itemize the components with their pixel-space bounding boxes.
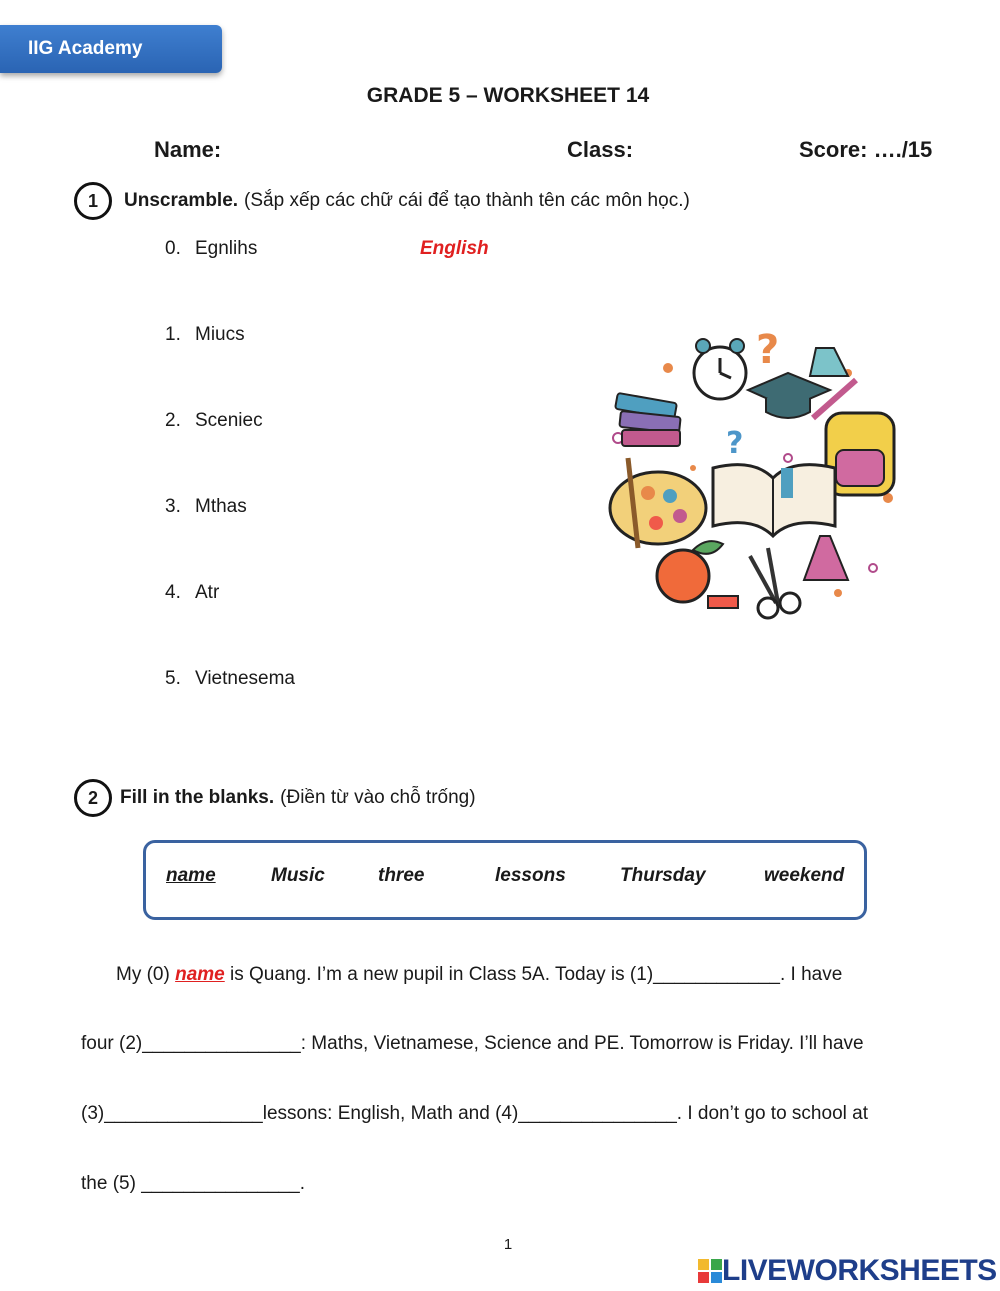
question-mark-icon: ? [756,327,780,373]
section-2-instruction: (Điền từ vào chỗ trống) [280,787,476,808]
score-label: Score: …./15 [799,137,933,162]
item-number: 2. [165,410,181,431]
worksheet-title: GRADE 5 – WORKSHEET 14 [366,84,650,107]
flask-icon [810,348,848,376]
item-number: 0. [165,238,181,259]
item-word: Miucs [195,324,245,345]
example-answer-word: name [175,964,225,985]
paint-palette-icon [610,458,706,548]
unscramble-item [165,582,219,604]
word-bank-word: name [166,865,216,886]
item-word: Egnlihs [195,238,258,259]
section-2-title: Fill in the blanks. [120,787,275,808]
section-1-heading [74,182,690,220]
question-mark-icon: ? [726,426,744,461]
item-number: 4. [165,582,181,603]
apple-icon [657,541,723,602]
liveworksheets-logo-text: LIVEWORKSHEETS [722,1254,997,1287]
open-book-icon [713,465,835,536]
word-bank-word: Thursday [620,865,706,886]
word-bank-word: three [378,865,425,886]
section-1-number: 1 [74,182,112,220]
class-label: Class: [567,137,634,162]
flask-icon [804,536,848,580]
passage-line: four (2)_______________: Maths, Vietnamese, Science and PE. Tomorrow is Friday. I’ll have [81,1033,864,1054]
passage-line [116,964,976,986]
passage-text: My (0) [116,964,176,985]
word-bank-box [143,840,867,920]
books-stack-icon [615,393,681,446]
brand-tab: IIG Academy [0,25,222,73]
word-bank-word: weekend [764,865,845,886]
page-number: 1 [503,1236,513,1253]
passage-text: is Quang. I’m a new pupil in Class 5A. Today is (1)____________. I have [224,964,843,985]
school-supplies-illustration [598,318,908,636]
liveworksheets-logo [698,1254,997,1288]
item-number: 3. [165,496,181,517]
item-number: 5. [165,668,181,689]
item-word: Mthas [195,496,247,517]
word-bank-word: Music [271,865,325,886]
unscramble-item [165,410,263,432]
scissors-icon [750,548,800,618]
name-label: Name: [154,137,222,162]
unscramble-item [165,496,247,518]
word-bank-word: lessons [495,865,566,886]
section-1-instruction: (Sắp xếp các chữ cái để tạo thành tên các môn học.) [244,190,690,211]
liveworksheets-logo-icon [698,1259,722,1283]
item-word: Vietnesema [195,668,295,689]
item-word: Atr [195,582,220,603]
unscramble-item [165,238,257,260]
unscramble-item [165,324,245,346]
section-2-heading [74,779,476,817]
section-2-number: 2 [74,779,112,817]
passage-line: (3)_______________lessons: English, Math and (4)_______________. I don’t go to school at [81,1103,868,1124]
item-word: Sceniec [195,410,263,431]
unscramble-item [165,668,295,690]
section-1-title: Unscramble. [124,190,239,211]
example-answer: English [420,238,489,259]
eraser-icon [708,596,738,608]
alarm-clock-icon [694,339,746,399]
passage-line: the (5) _______________. [81,1173,305,1194]
item-number: 1. [165,324,181,345]
